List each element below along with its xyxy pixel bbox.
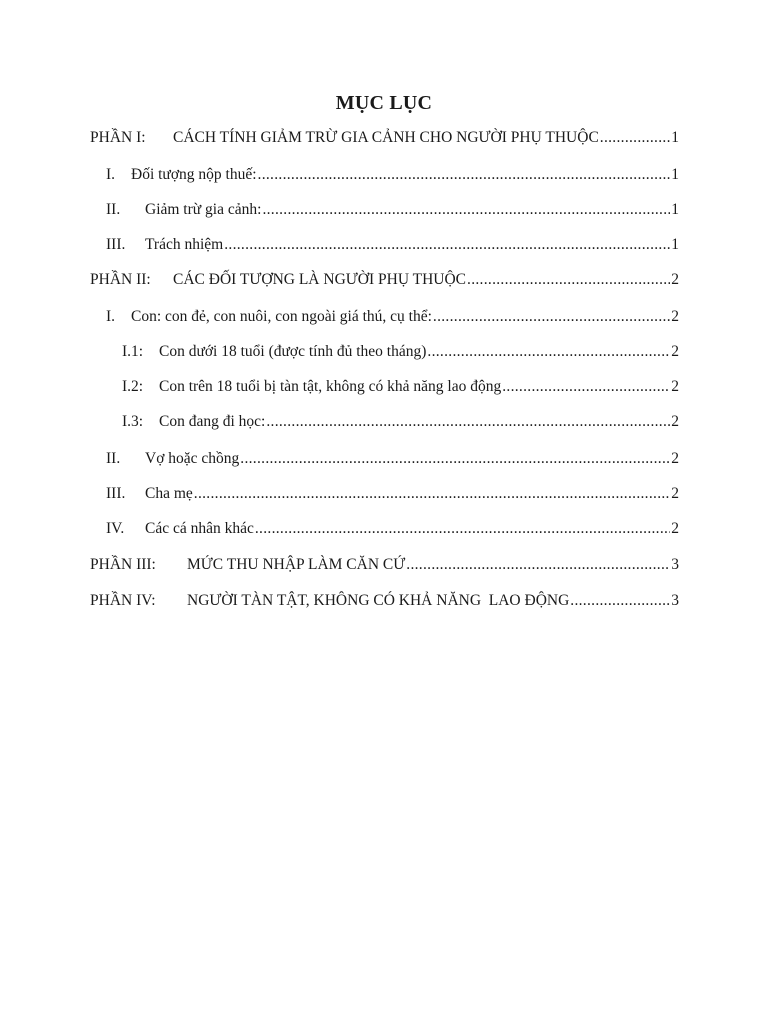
- toc-entry-text: Con trên 18 tuổi bị tàn tật, không có khả năng lao động: [159, 378, 502, 395]
- toc-page-number: 2: [671, 520, 679, 537]
- toc-leader-dots: [433, 307, 670, 327]
- toc-leader-dots: [258, 165, 671, 185]
- toc-entry-number: I.3:: [122, 413, 144, 430]
- toc-entry-2-i[interactable]: [106, 307, 679, 327]
- toc-entry-text: Trách nhiệm: [145, 236, 224, 253]
- toc-entry-2-i-3[interactable]: [122, 412, 679, 432]
- toc-page-number: 1: [671, 166, 679, 183]
- toc-page-number: 3: [671, 556, 679, 573]
- toc-entry-text: Các cá nhân khác: [145, 520, 254, 537]
- toc-entry-number: PHẦN III:: [90, 556, 156, 573]
- toc-leader-dots: [266, 412, 670, 432]
- toc-entry-text: NGƯỜI TÀN TẬT, KHÔNG CÓ KHẢ NĂNG LAO ĐỘNG: [187, 592, 570, 609]
- toc-leader-dots: [262, 200, 670, 220]
- toc-entry-number: III.: [106, 485, 126, 502]
- toc-leader-dots: [406, 555, 670, 575]
- toc-entry-number: PHẦN II:: [90, 271, 151, 288]
- toc-entry-part-4[interactable]: [90, 591, 679, 611]
- toc-leader-dots: [502, 377, 670, 397]
- toc-entry-text: Giảm trừ gia cảnh:: [145, 201, 262, 218]
- toc-page-number: 1: [671, 236, 679, 253]
- toc-page-number: 2: [671, 343, 679, 360]
- toc-page-number: 2: [671, 271, 679, 288]
- toc-leader-dots: [240, 449, 670, 469]
- toc-entry-part-2[interactable]: [90, 270, 679, 290]
- toc-leader-dots: [194, 484, 670, 504]
- toc-entry-2-ii[interactable]: [106, 449, 679, 469]
- toc-entry-2-iii[interactable]: [106, 484, 679, 504]
- toc-entry-text: Vợ hoặc chồng: [145, 450, 240, 467]
- toc-page-number: 2: [671, 450, 679, 467]
- toc-entry-part-1[interactable]: [90, 128, 679, 148]
- toc-leader-dots: [467, 270, 670, 290]
- toc-page-number: 1: [671, 201, 679, 218]
- toc-leader-dots: [427, 342, 670, 362]
- toc-leader-dots: [570, 591, 670, 611]
- toc-entry-text: Cha mẹ: [145, 485, 193, 502]
- toc-page-number: 2: [671, 308, 679, 325]
- toc-entry-number: I.: [106, 308, 116, 325]
- page-title: MỤC LỤC: [335, 92, 433, 114]
- toc-page-number: 2: [671, 485, 679, 502]
- toc-entry-number: II.: [106, 201, 121, 218]
- toc-leader-dots: [224, 235, 670, 255]
- toc-entry-part-3[interactable]: [90, 555, 679, 575]
- toc-entry-text: Con: con đẻ, con nuôi, con ngoài giá thú, cụ thể:: [131, 308, 432, 325]
- toc-leader-dots: [600, 128, 670, 148]
- toc-entry-number: III.: [106, 236, 126, 253]
- toc-entry-number: I.2:: [122, 378, 144, 395]
- toc-entry-2-i-2[interactable]: [122, 377, 679, 397]
- toc-page-number: 3: [671, 592, 679, 609]
- toc-entry-number: II.: [106, 450, 121, 467]
- toc-entry-text: Đối tượng nộp thuế:: [131, 166, 257, 183]
- toc-page-number: 2: [671, 378, 679, 395]
- toc-entry-text: CÁC ĐỐI TƯỢNG LÀ NGƯỜI PHỤ THUỘC: [173, 271, 467, 288]
- toc-entry-1-iii[interactable]: [106, 235, 679, 255]
- toc-entry-number: PHẦN IV:: [90, 592, 156, 609]
- toc-page-number: 1: [671, 129, 679, 146]
- toc-leader-dots: [255, 519, 670, 539]
- toc-entry-number: I.1:: [122, 343, 144, 360]
- toc-entry-text: CÁCH TÍNH GIẢM TRỪ GIA CẢNH CHO NGƯỜI PHỤ THUỘC: [173, 129, 599, 146]
- toc-entry-number: I.: [106, 166, 116, 183]
- toc-page-number: 2: [671, 413, 679, 430]
- toc-entry-1-i[interactable]: [106, 165, 679, 185]
- toc-entry-1-ii[interactable]: [106, 200, 679, 220]
- toc-entry-text: MỨC THU NHẬP LÀM CĂN CỨ: [187, 556, 406, 573]
- toc-entry-text: Con dưới 18 tuổi (được tính đủ theo tháng): [159, 343, 427, 360]
- toc-entry-2-i-1[interactable]: [122, 342, 679, 362]
- toc-entry-number: PHẦN I:: [90, 129, 146, 146]
- toc-entry-text: Con đang đi học:: [159, 413, 266, 430]
- toc-entry-2-iv[interactable]: [106, 519, 679, 539]
- toc-entry-number: IV.: [106, 520, 125, 537]
